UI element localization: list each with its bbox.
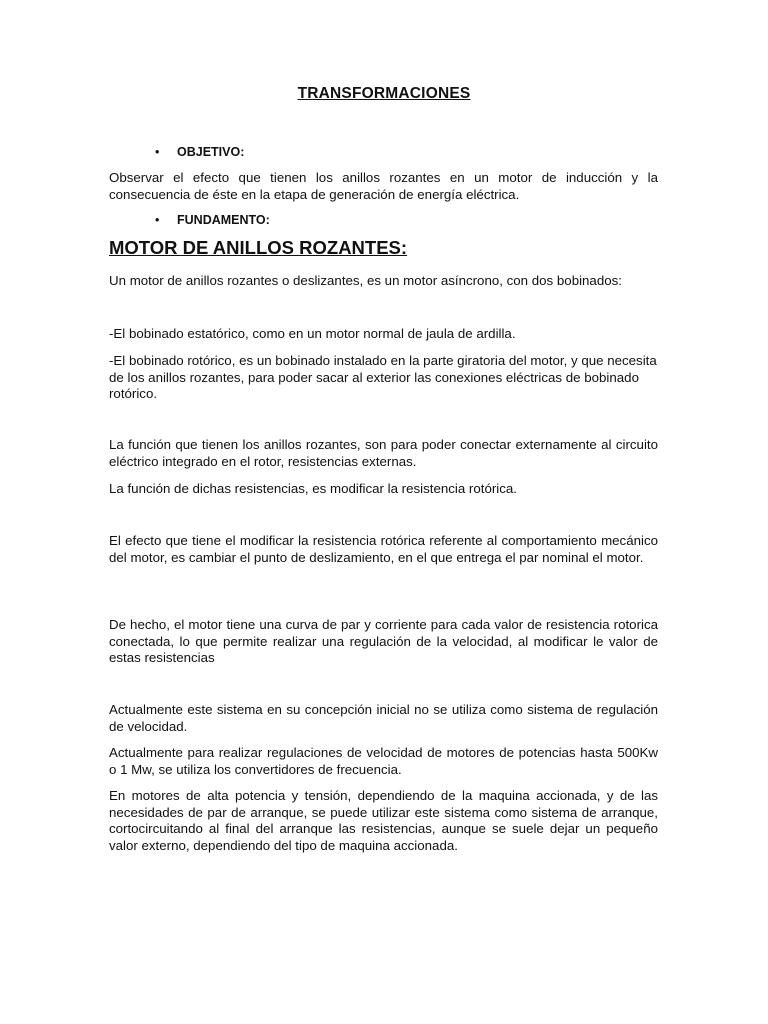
- objetivo-paragraph: Observar el efecto que tienen los anillos rozantes en un motor de inducción y la consecuencia de éste en la etapa de generación de energía eléctrica.: [109, 170, 658, 202]
- bullet-fundamento: [155, 212, 270, 229]
- paragraph: -El bobinado rotórico, es un bobinado instalado en la parte giratoria del motor, y que necesita de los anillos rozantes, para poder sacar al exterior las conexiones eléctricas de bobinado rotórico.: [109, 353, 657, 401]
- paragraph: De hecho, el motor tiene una curva de par y corriente para cada valor de resistencia rotorica conectada, lo que permite realizar una regulación de la velocidad, al modificar le valor de estas resistencias: [109, 617, 658, 665]
- paragraph: Un motor de anillos rozantes o deslizantes, es un motor asíncrono, con dos bobinados:: [109, 273, 622, 288]
- bullet-objetivo: [155, 144, 244, 161]
- bullet-dot-icon: •: [155, 145, 160, 159]
- paragraph: El efecto que tiene el modificar la resistencia rotórica referente al comportamiento mecánico del motor, es cambiar el punto de deslizamiento, en el que entrega el par nominal el motor.: [109, 533, 658, 565]
- bullet-fundamento-label: FUNDAMENTO:: [177, 213, 270, 227]
- bullet-objetivo-label: OBJETIVO:: [177, 145, 245, 159]
- bullet-dot-icon: •: [155, 213, 160, 227]
- section-heading: MOTOR DE ANILLOS ROZANTES:: [109, 237, 408, 258]
- paragraph: La función de dichas resistencias, es modificar la resistencia rotórica.: [109, 481, 517, 496]
- paragraph: En motores de alta potencia y tensión, dependiendo de la maquina accionada, y de las necesidades de par de arranque, se puede utilizar este sistema como sistema de arranque, cortocircuitando al final del arranque las resistencias, aunque se suele dejar un pequeño valor externo, dependiendo del tipo de maquina accionada.: [109, 788, 658, 853]
- paragraph: -El bobinado estatórico, como en un motor normal de jaula de ardilla.: [109, 326, 516, 341]
- paragraph: Actualmente para realizar regulaciones de velocidad de motores de potencias hasta 500Kw o 1 Mw, se utiliza los convertidores de frecuencia.: [109, 745, 658, 777]
- paragraph: La función que tienen los anillos rozantes, son para poder conectar externamente al circuito eléctrico integrado en el rotor, resistencias externas.: [109, 437, 658, 469]
- document-title: TRANSFORMACIONES: [297, 85, 471, 102]
- paragraph: Actualmente este sistema en su concepción inicial no se utiliza como sistema de regulación de velocidad.: [109, 702, 658, 734]
